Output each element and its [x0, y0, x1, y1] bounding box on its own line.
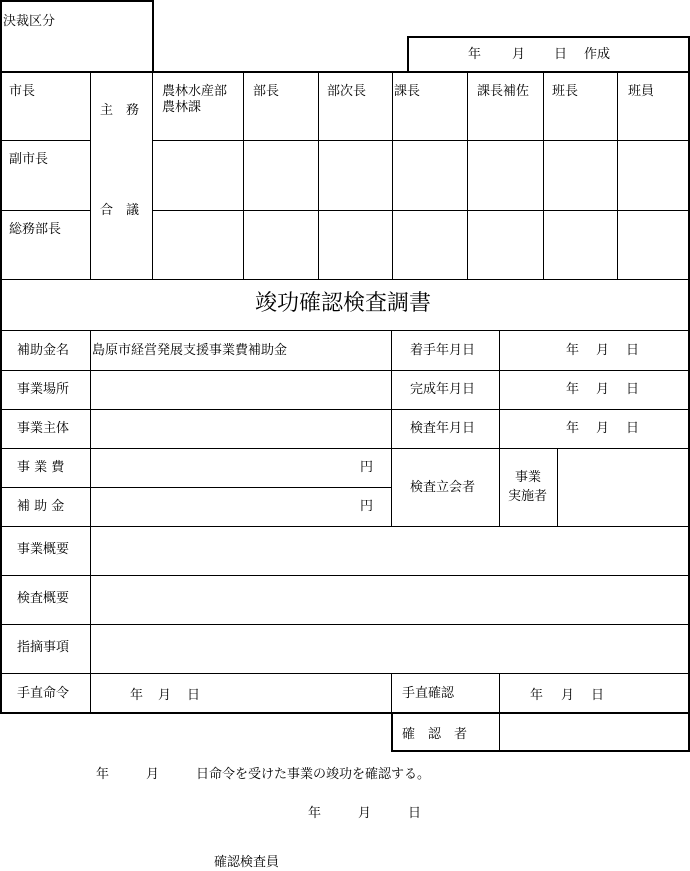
kessai-box [0, 0, 154, 73]
col-hancho: 班長 [552, 84, 579, 99]
form-h3 [1, 448, 689, 449]
jigyohi-yen: 円 [360, 460, 374, 475]
approval-divider-v6 [467, 72, 468, 279]
created-date-box [407, 36, 690, 73]
statement-year: 年 [96, 767, 110, 782]
kensa-label: 検査年月日 [410, 421, 476, 436]
kakuninsha-label: 確 認 者 [402, 727, 468, 742]
chakushu-month: 月 [596, 343, 610, 358]
kensa-gaiyo-label: 検査概要 [17, 591, 70, 606]
form-v-label [90, 331, 91, 713]
inspector-label: 確認検査員 [214, 855, 280, 870]
tenao-kakunin-label: 手直確認 [402, 686, 455, 701]
approval-divider-h1b [152, 140, 689, 141]
role-mayor: 市長 [9, 84, 36, 99]
kensa-year: 年 [566, 421, 580, 436]
jigyohi-label: 事 業 費 [17, 460, 65, 475]
jigyo-gaiyo-label: 事業概要 [17, 542, 70, 557]
form-v-mid [391, 331, 392, 526]
tenao-kakunin-day: 日 [591, 688, 605, 703]
tenao-kakunin-year: 年 [530, 688, 544, 703]
hojokin2-yen: 円 [360, 499, 374, 514]
created-suffix: 作成 [584, 47, 611, 62]
col-hanin: 班員 [628, 84, 655, 99]
approval-divider-v5 [392, 72, 393, 279]
form-v-date [499, 331, 500, 526]
tenao-meirei-label: 手直命令 [17, 686, 70, 701]
kansei-month: 月 [596, 382, 610, 397]
col-kacho-hosa: 課長補佐 [477, 84, 530, 99]
kansei-label: 完成年月日 [410, 382, 476, 397]
approval-divider-v7 [543, 72, 544, 279]
tenao-meirei-day: 日 [187, 688, 201, 703]
footer-year: 年 [308, 806, 322, 821]
created-year: 年 [468, 47, 482, 62]
hojokin2-label: 補 助 金 [17, 499, 65, 514]
form-v-date-b [499, 674, 500, 713]
shiteki-label: 指摘事項 [17, 640, 70, 655]
form-v-mid-b [391, 674, 392, 713]
created-month: 月 [512, 47, 526, 62]
approval-bottom [1, 279, 689, 280]
form-h8 [1, 673, 689, 674]
form-h4 [1, 487, 391, 488]
approval-divider-h2 [1, 210, 91, 211]
form-h7 [1, 624, 689, 625]
statement-month: 月 [146, 767, 160, 782]
form-h1 [1, 370, 689, 371]
page-title: 竣功確認検査調書 [255, 291, 432, 316]
role-general-affairs: 総務部長 [9, 222, 62, 237]
col-kacho: 課長 [394, 84, 421, 99]
hojokin-label: 補助金名 [17, 343, 70, 358]
main-table [0, 71, 690, 714]
approval-divider-v3 [243, 72, 244, 279]
kensa-day: 日 [626, 421, 640, 436]
kansei-day: 日 [626, 382, 640, 397]
form-h6 [1, 575, 689, 576]
dept-line2: 農林課 [162, 100, 202, 115]
statement-text: 日命令を受けた事業の竣功を確認する。 [196, 767, 431, 782]
tenao-kakunin-month: 月 [561, 688, 575, 703]
tenao-meirei-year: 年 [130, 688, 144, 703]
kessai-label: 決裁区分 [3, 14, 56, 29]
created-day: 日 [554, 47, 568, 62]
gougi-label: 合 議 [100, 203, 140, 218]
tenao-meirei-month: 月 [158, 688, 172, 703]
jisshisha-line2: 実施者 [508, 489, 548, 504]
form-h5 [1, 526, 689, 527]
approval-divider-v1 [90, 72, 91, 279]
tachiai-label: 検査立会者 [410, 480, 476, 495]
approval-divider-v2 [152, 72, 153, 279]
chakushu-day: 日 [626, 343, 640, 358]
role-vice-mayor: 副市長 [9, 152, 49, 167]
jigyo-shutai-label: 事業主体 [17, 421, 70, 436]
chakushu-label: 着手年月日 [410, 343, 476, 358]
shumu-label: 主 務 [100, 103, 140, 118]
approval-divider-h1 [1, 140, 91, 141]
approval-divider-v8 [617, 72, 618, 279]
hojokin-value: 島原市経営発展支援事業費補助金 [92, 343, 288, 358]
kakuninsha-divider [499, 713, 500, 751]
jisshisha-line1: 事業 [515, 470, 542, 485]
jigyo-basho-label: 事業場所 [17, 382, 70, 397]
col-bucho: 部長 [253, 84, 280, 99]
approval-divider-h2b [152, 210, 689, 211]
chakushu-year: 年 [566, 343, 580, 358]
form-v-jisshi [557, 449, 558, 526]
footer-day: 日 [408, 806, 422, 821]
footer-month: 月 [358, 806, 372, 821]
title-bottom [1, 330, 689, 331]
kensa-month: 月 [596, 421, 610, 436]
form-h2 [1, 409, 689, 410]
approval-divider-v4 [318, 72, 319, 279]
col-bujicho: 部次長 [327, 84, 367, 99]
dept-line1: 農林水産部 [162, 84, 228, 99]
kansei-year: 年 [566, 382, 580, 397]
